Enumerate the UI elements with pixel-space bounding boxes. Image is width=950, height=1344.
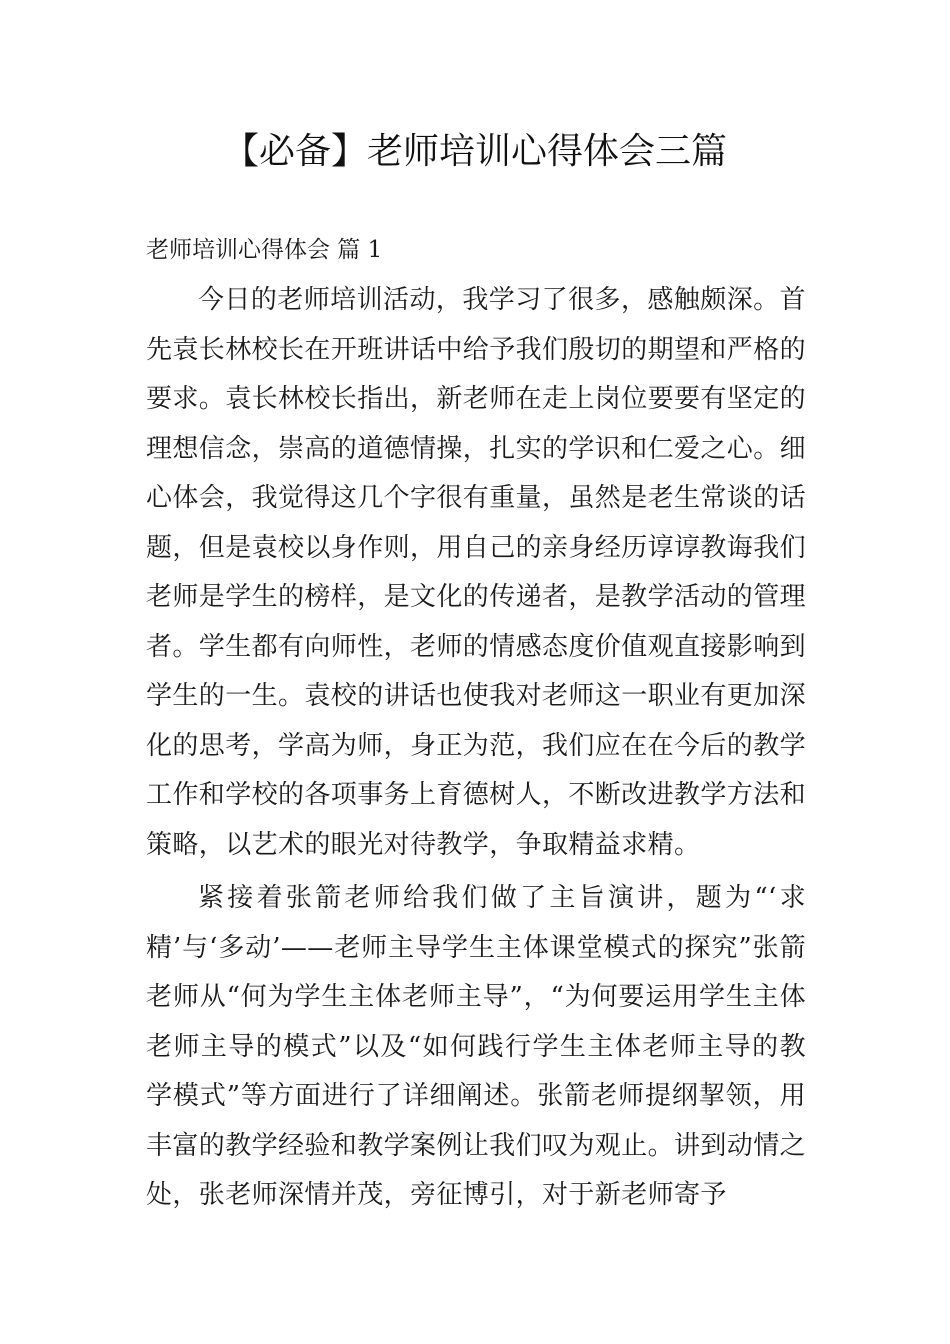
document-body	[146, 276, 806, 1225]
paragraph-2: 紧接着张箭老师给我们做了主旨演讲，题为“‘求精’与‘多动’——老师主导学生主体课堂模式的探究”张箭老师从“何为学生主体老师主导”，“为何要运用学生主体老师主导的模式”以及“如何践行学生主体老师主导的教学模式”等方面进行了详细阐述。张箭老师提纲挈领，用丰富的教学经验和教学案例让我们叹为观止。讲到动情之处，张老师深情并茂，旁征博引，对于新老师寄予	[146, 883, 807, 1210]
section-heading: 老师培训心得体会 篇 1	[146, 237, 383, 263]
paragraph-1: 今日的老师培训活动，我学习了很多，感触颇深。首先袁长林校长在开班讲话中给予我们殷切的期望和严格的要求。袁长林校长指出，新老师在走上岗位要要有坚定的理想信念，崇高的道德情操，扎实的学识和仁爱之心。细心体会，我觉得这几个字很有重量，虽然是老生常谈的话题，但是袁校以身作则，用自己的亲身经历谆谆教诲我们老师是学生的榜样，是文化的传递者，是教学活动的管理者。学生都有向师性，老师的情感态度价值观直接影响到学生的一生。袁校的讲话也使我对老师这一职业有更加深化的思考，学高为师，身正为范，我们应在在今后的教学工作和学校的各项事务上育德树人，不断改进教学方法和策略，以艺术的眼光对待教学，争取精益求精。	[146, 285, 807, 860]
document-title: 【必备】老师培训心得体会三篇	[222, 131, 727, 172]
